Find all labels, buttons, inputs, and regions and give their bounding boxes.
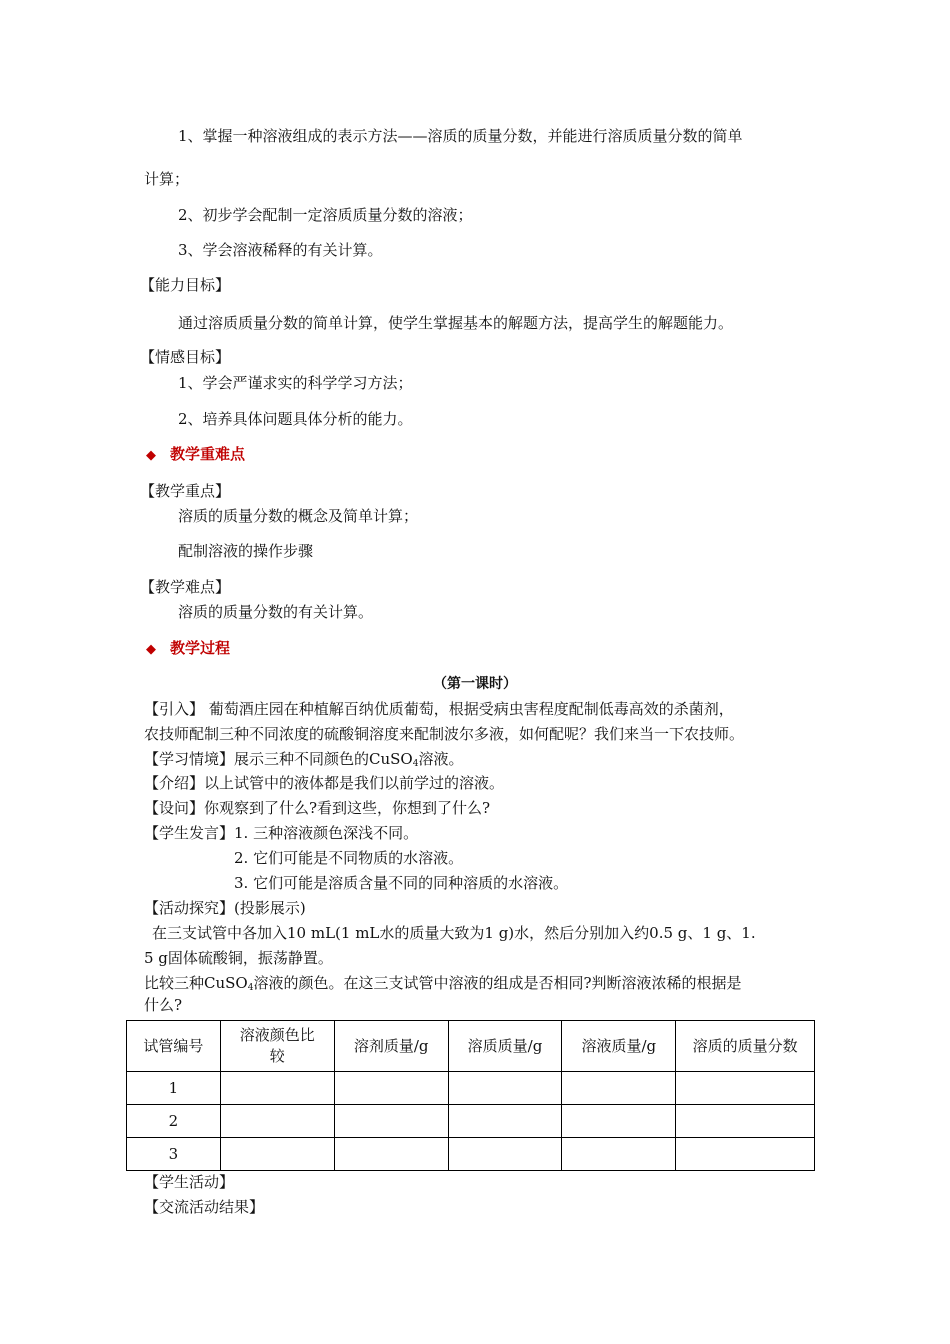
students-line-1: 【学生发言】1. 三种溶液颜色深浅不同。 — [144, 824, 419, 842]
compare-line-2: 什么? — [144, 996, 183, 1014]
question-line: 【设问】你观察到了什么?看到这些，你想到了什么? — [144, 799, 491, 817]
emotion-heading: 【情感目标】 — [140, 348, 231, 366]
situation-line — [144, 749, 463, 769]
data-table — [126, 1020, 815, 1171]
table-cell: 1 — [127, 1072, 221, 1105]
situation-text-end: 溶液。 — [418, 750, 464, 768]
table-cell — [448, 1105, 562, 1138]
subscript: 4 — [412, 759, 419, 769]
introduce-line: 【介绍】以上试管中的液体都是我们以前学过的溶液。 — [144, 774, 505, 792]
ability-heading: 【能力目标】 — [140, 276, 231, 294]
table-cell — [562, 1105, 676, 1138]
students-line-2: 2. 它们可能是不同物质的水溶液。 — [234, 849, 464, 867]
table-cell: 2 — [127, 1105, 221, 1138]
table-cell — [676, 1072, 815, 1105]
activity-heading: 【活动探究】(投影展示) — [144, 899, 306, 917]
objective-item-3: 3、学会溶液稀释的有关计算。 — [178, 241, 383, 259]
table-cell — [220, 1138, 334, 1171]
table-cell — [676, 1138, 815, 1171]
key-heading: 【教学重点】 — [140, 482, 231, 500]
section-title: 教学重难点 — [170, 445, 246, 463]
activity-line-2: 5 g固体硫酸铜，振荡静置。 — [144, 949, 333, 967]
table-header-row — [127, 1021, 815, 1072]
lesson-title: （第一课时） — [433, 676, 517, 692]
table-cell — [676, 1105, 815, 1138]
emotion-item-2: 2、培养具体问题具体分析的能力。 — [178, 410, 413, 428]
section-process — [146, 638, 230, 660]
table-header-cell: 试管编号 — [127, 1021, 221, 1072]
table-cell — [334, 1072, 448, 1105]
emotion-item-1: 1、学会严谨求实的科学学习方法； — [178, 374, 413, 392]
table-cell — [220, 1105, 334, 1138]
compare-text: 比较三种CuSO — [144, 974, 248, 992]
diamond-icon: ◆ — [146, 642, 156, 657]
students-line-3: 3. 它们可能是溶质含量不同的同种溶质的水溶液。 — [234, 874, 569, 892]
ability-text: 通过溶质质量分数的简单计算，使学生掌握基本的解题方法，提高学生的解题能力。 — [178, 314, 734, 332]
student-activity-heading: 【学生活动】 — [144, 1173, 235, 1191]
table-cell — [220, 1072, 334, 1105]
diamond-icon: ◆ — [146, 448, 156, 463]
key-item-1: 溶质的质量分数的概念及简单计算； — [178, 507, 419, 525]
table-header-cell: 溶液质量/g — [562, 1021, 676, 1072]
table-cell — [334, 1138, 448, 1171]
table-cell — [562, 1138, 676, 1171]
activity-line-1: 在三支试管中各加入10 mL(1 mL水的质量大致为1 g)水，然后分别加入约0.5 g、1 g、1. — [152, 924, 756, 942]
intro-line-1: 【引入】 葡萄酒庄园在种植解百纳优质葡萄，根据受病虫害程度配制低毒高效的杀菌剂， — [144, 700, 734, 718]
compare-line-1 — [144, 973, 742, 993]
objective-item-2: 2、初步学会配制一定溶质质量分数的溶液； — [178, 206, 473, 224]
table-row — [127, 1138, 815, 1171]
subscript: 4 — [247, 983, 254, 993]
key-item-2: 配制溶液的操作步骤 — [178, 542, 314, 560]
table-header-cell: 溶液颜色比较 — [220, 1021, 334, 1072]
table-header-cell: 溶剂质量/g — [334, 1021, 448, 1072]
difficult-item-1: 溶质的质量分数的有关计算。 — [178, 603, 374, 621]
table-cell — [448, 1138, 562, 1171]
exchange-result-heading: 【交流活动结果】 — [144, 1198, 265, 1216]
objective-item-1-cont: 计算； — [144, 170, 190, 188]
difficult-heading: 【教学难点】 — [140, 578, 231, 596]
intro-line-2: 农技师配制三种不同浓度的硫酸铜溶度来配制波尔多液，如何配呢？我们来当一下农技师。 — [144, 725, 745, 743]
section-key-difficult — [146, 444, 245, 466]
objective-item-1: 1、掌握一种溶液组成的表示方法——溶质的质量分数，并能进行溶质质量分数的简单 — [178, 127, 743, 145]
table-cell: 3 — [127, 1138, 221, 1171]
table-header-cell: 溶质质量/g — [448, 1021, 562, 1072]
table-header-cell: 溶质的质量分数 — [676, 1021, 815, 1072]
table-cell — [448, 1072, 562, 1105]
situation-text: 【学习情境】展示三种不同颜色的CuSO — [144, 750, 413, 768]
table-row — [127, 1072, 815, 1105]
compare-text-end: 溶液的颜色。在这三支试管中溶液的组成是否相同?判断溶液浓稀的根据是 — [253, 974, 742, 992]
section-title: 教学过程 — [170, 639, 231, 657]
table-row — [127, 1105, 815, 1138]
table-cell — [334, 1105, 448, 1138]
table-cell — [562, 1072, 676, 1105]
